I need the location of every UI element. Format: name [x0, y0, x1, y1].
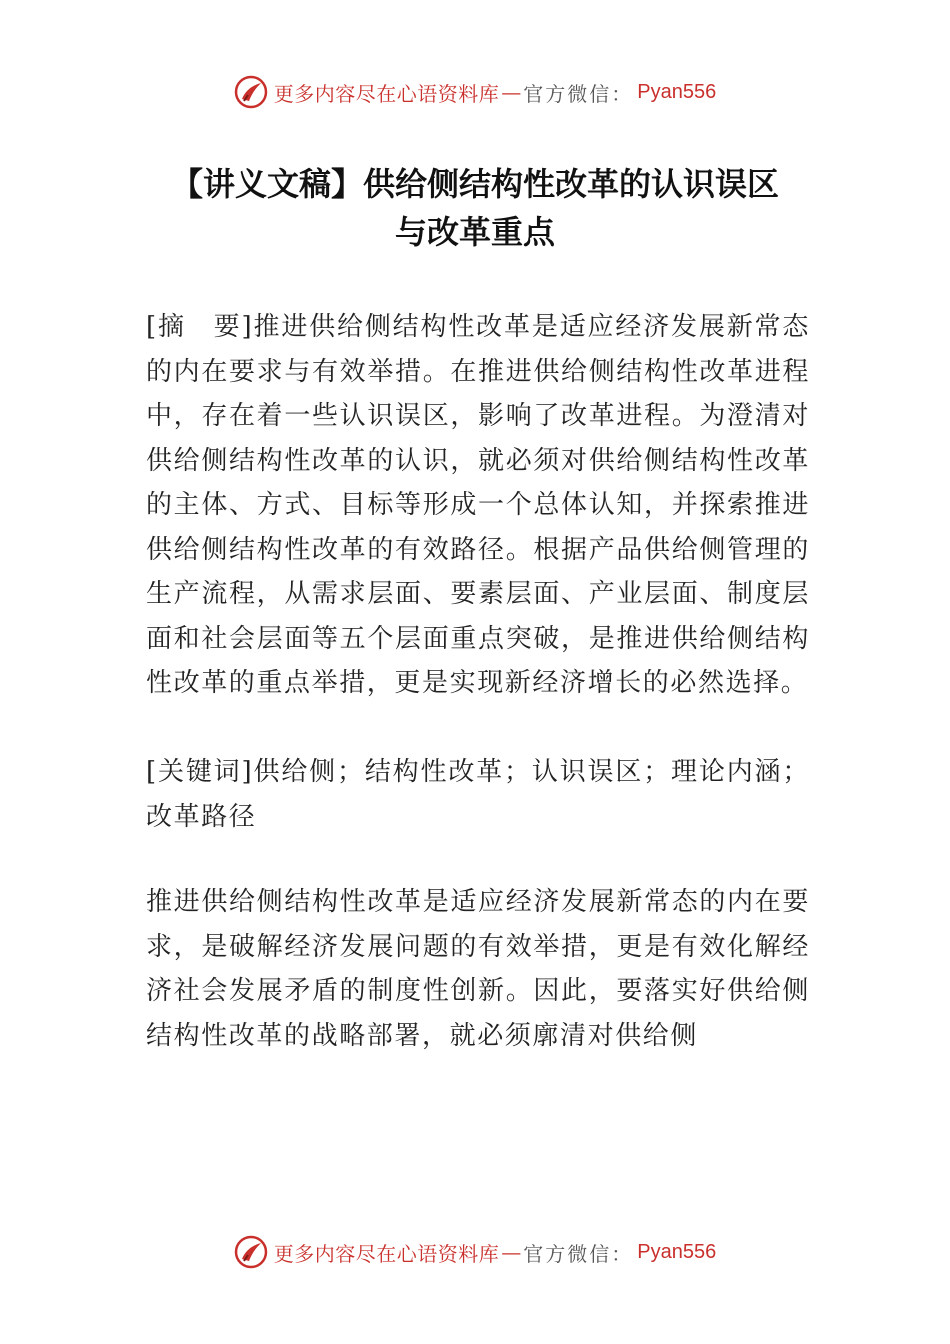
abstract-paragraph	[146, 305, 810, 706]
title-line-1: 【讲义文稿】供给侧结构性改革的认识误区	[170, 165, 779, 203]
banner-text: 更多内容尽在心语资料库	[273, 1241, 500, 1266]
abstract-text: 推进供给侧结构性改革是适应经济发展新常态的内在要求与有效举措。在推进供给侧结构性改革进程中，存在着一些认识误区，影响了改革进程。为澄清对供给侧结构性改革的认识，就必须对供给侧结构性改革的主体、方式、目标等形成一个总体认知，并探索推进供给侧结构性改革的有效路径。根据产品供给侧管理的生产流程，从需求层面、要素层面、产业层面、制度层面和社会层面等五个层面重点突破，是推进供给侧结构性改革的重点举措，更是实现新经济增长的必然选择。	[146, 312, 810, 698]
banner-separator: —	[501, 80, 522, 104]
wechat-label: 官方微信：	[523, 81, 634, 106]
footer-banner	[0, 1232, 950, 1272]
wechat-id: Pyan556	[637, 1240, 717, 1263]
body-paragraph: 推进供给侧结构性改革是适应经济发展新常态的内在要求，是破解经济发展问题的有效举措，更是有效化解经济社会发展矛盾的制度性创新。因此，要落实好供给侧结构性改革的战略部署，就必须廓清对供给侧	[146, 887, 810, 1051]
title-line-2: 与改革重点	[394, 213, 555, 251]
logo-seal-icon	[234, 75, 268, 109]
document-title	[120, 160, 830, 256]
abstract-label: [摘 要]	[146, 312, 254, 342]
keywords-text: 供给侧；结构性改革；认识误区；理论内涵；改革路径	[146, 757, 810, 832]
keywords-label: [关键词]	[146, 757, 254, 787]
banner-separator: —	[501, 1240, 522, 1264]
keywords-paragraph	[146, 750, 810, 839]
logo-seal-icon	[234, 1235, 268, 1269]
banner-text: 更多内容尽在心语资料库	[273, 81, 500, 106]
wechat-label: 官方微信：	[523, 1241, 634, 1266]
header-banner	[0, 72, 950, 112]
wechat-id: Pyan556	[637, 80, 717, 103]
